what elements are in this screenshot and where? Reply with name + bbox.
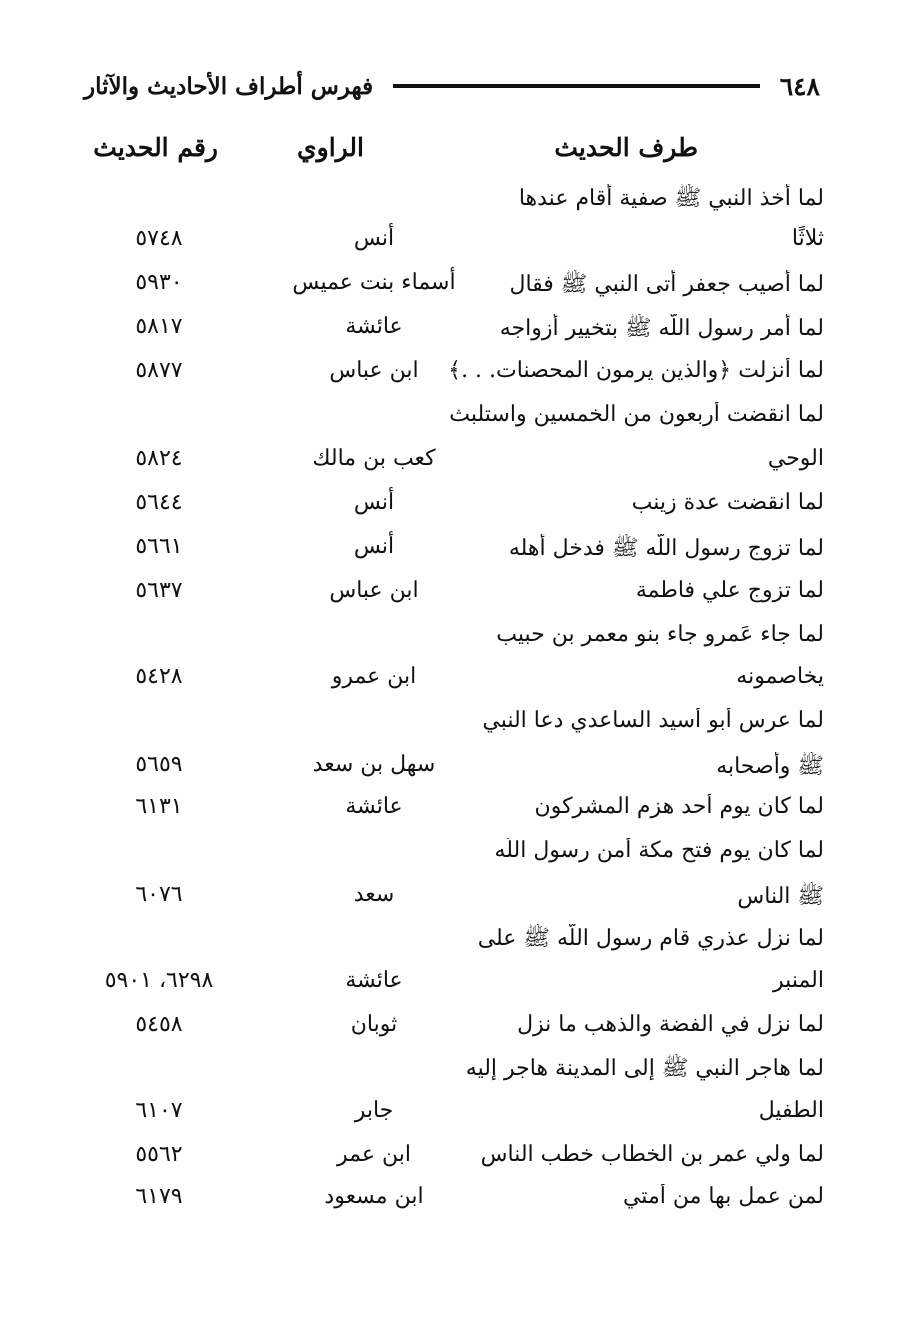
hadith-text: الوحي bbox=[767, 446, 824, 471]
column-header-hadith: طرف الحديث bbox=[554, 133, 698, 162]
narrator-name: أسماء بنت عميس bbox=[292, 270, 456, 295]
hadith-number: ٦٠٧٦ bbox=[135, 882, 183, 907]
page-number: ٦٤٨ bbox=[779, 71, 820, 101]
page-header bbox=[84, 66, 820, 106]
hadith-number: ٥٩٣٠ bbox=[135, 270, 183, 295]
hadith-number: ٥٦٦١ bbox=[135, 534, 183, 559]
table-row bbox=[84, 354, 824, 398]
table-row bbox=[84, 1008, 824, 1052]
hadith-number: ٥٦٣٧ bbox=[135, 578, 183, 603]
hadith-number: ٦١٣١ bbox=[135, 794, 183, 819]
table-row bbox=[84, 310, 824, 354]
hadith-text: لما انقضت عدة زينب bbox=[631, 490, 824, 515]
narrator-name: ابن عباس bbox=[329, 358, 419, 383]
hadith-number: ٥٤٥٨ bbox=[135, 1012, 183, 1037]
header-rule bbox=[393, 84, 760, 88]
hadith-text: لما كان يوم أحد هزم المشركون bbox=[534, 794, 824, 819]
hadith-text: يخاصمونه bbox=[736, 664, 824, 689]
hadith-number: ٥٨٢٤ bbox=[135, 446, 183, 471]
hadith-text: ثلاثًا bbox=[791, 226, 824, 251]
table-row bbox=[84, 398, 824, 442]
table-row bbox=[84, 878, 824, 922]
narrator-name: ابن عباس bbox=[329, 578, 419, 603]
table-row bbox=[84, 222, 824, 266]
narrator-name: كعب بن مالك bbox=[312, 446, 436, 471]
hadith-text: لما نزل في الفضة والذهب ما نزل bbox=[517, 1012, 824, 1037]
table-row bbox=[84, 704, 824, 748]
table-row bbox=[84, 660, 824, 704]
hadith-text: لما ولي عمر بن الخطاب خطب الناس bbox=[480, 1142, 824, 1167]
hadith-text: لما هاجر النبي ﷺ إلى المدينة هاجر إليه bbox=[465, 1056, 824, 1081]
narrator-name: سهل بن سعد bbox=[312, 752, 436, 777]
narrator-name: جابر bbox=[354, 1098, 394, 1123]
hadith-text: لما تزوج رسول اللّه ﷺ فدخل أهله bbox=[508, 536, 824, 561]
narrator-name: أنس bbox=[353, 490, 395, 515]
hadith-number: ٥٦٤٤ bbox=[135, 490, 183, 515]
hadith-text: لما جاء عَمرو جاء بنو معمر بن حبيب bbox=[496, 622, 824, 647]
hadith-number: ٥٤٢٨ bbox=[135, 664, 183, 689]
hadith-number: ٦١٧٩ bbox=[135, 1184, 183, 1209]
hadith-number: ٦٢٩٨، ٥٩٠١ bbox=[104, 968, 214, 993]
table-row bbox=[84, 530, 824, 574]
table-row bbox=[84, 180, 824, 224]
hadith-text: الطفيل bbox=[758, 1098, 824, 1123]
table-row bbox=[84, 834, 824, 878]
hadith-text: لما عرس أبو أسيد الساعدي دعا النبي bbox=[482, 708, 824, 733]
table-row bbox=[84, 618, 824, 662]
hadith-text: ﷺ وأصحابه bbox=[716, 754, 824, 779]
hadith-number: ٦١٠٧ bbox=[135, 1098, 183, 1123]
hadith-text: لما أمر رسول اللّه ﷺ بتخيير أزواجه bbox=[499, 316, 824, 341]
hadith-text: لما تزوج علي فاطمة bbox=[635, 578, 824, 603]
narrator-name: ابن عمرو bbox=[331, 664, 417, 689]
hadith-text: لما أخذ النبي ﷺ صفية أقام عندها bbox=[518, 186, 824, 211]
table-row bbox=[84, 1050, 824, 1094]
hadith-text: المنبر bbox=[773, 968, 824, 993]
narrator-name: ابن عمر bbox=[337, 1142, 411, 1167]
hadith-number: ٥٧٤٨ bbox=[135, 226, 183, 251]
table-row bbox=[84, 1138, 824, 1182]
page-title: فهرس أطراف الأحاديث والآثار bbox=[84, 72, 374, 100]
table-row bbox=[84, 790, 824, 834]
hadith-number: ٥٨١٧ bbox=[135, 314, 183, 339]
table-row bbox=[84, 574, 824, 618]
narrator-name: عائشة bbox=[345, 314, 403, 339]
narrator-name: ثوبان bbox=[350, 1012, 398, 1037]
table-row bbox=[84, 1180, 824, 1224]
narrator-name: أنس bbox=[353, 226, 395, 251]
column-header-number: رقم الحديث bbox=[93, 133, 218, 162]
table-row bbox=[84, 920, 824, 964]
hadith-text: لما نزل عذري قام رسول اللّه ﷺ على bbox=[477, 926, 824, 951]
hadith-text: لما انقضت أربعون من الخمسين واستلبث bbox=[449, 402, 824, 427]
table-row bbox=[84, 442, 824, 486]
column-header-narrator: الراوي bbox=[297, 133, 364, 162]
hadith-text: لما كان يوم فتح مكة أمن رسول اللّه bbox=[494, 838, 824, 863]
narrator-name: عائشة bbox=[345, 794, 403, 819]
hadith-number: ٥٦٥٩ bbox=[135, 752, 183, 777]
table-row bbox=[84, 964, 824, 1008]
narrator-name: سعد bbox=[353, 882, 395, 907]
hadith-text: لمن عمل بها من أمتي bbox=[622, 1184, 824, 1209]
table-row bbox=[84, 1094, 824, 1138]
hadith-number: ٥٨٧٧ bbox=[135, 358, 183, 383]
hadith-text: ﷺ الناس bbox=[737, 884, 824, 909]
hadith-text: لما أصيب جعفر أتى النبي ﷺ فقال bbox=[509, 272, 824, 297]
narrator-name: ابن مسعود bbox=[324, 1184, 424, 1209]
narrator-name: عائشة bbox=[345, 968, 403, 993]
hadith-text: لما أنزلت ﴿والذين يرمون المحصنات. . .﴾ bbox=[448, 358, 824, 383]
narrator-name: أنس bbox=[353, 534, 395, 559]
table-row bbox=[84, 266, 824, 310]
table-row bbox=[84, 748, 824, 792]
table-row bbox=[84, 486, 824, 530]
hadith-number: ٥٥٦٢ bbox=[135, 1142, 183, 1167]
